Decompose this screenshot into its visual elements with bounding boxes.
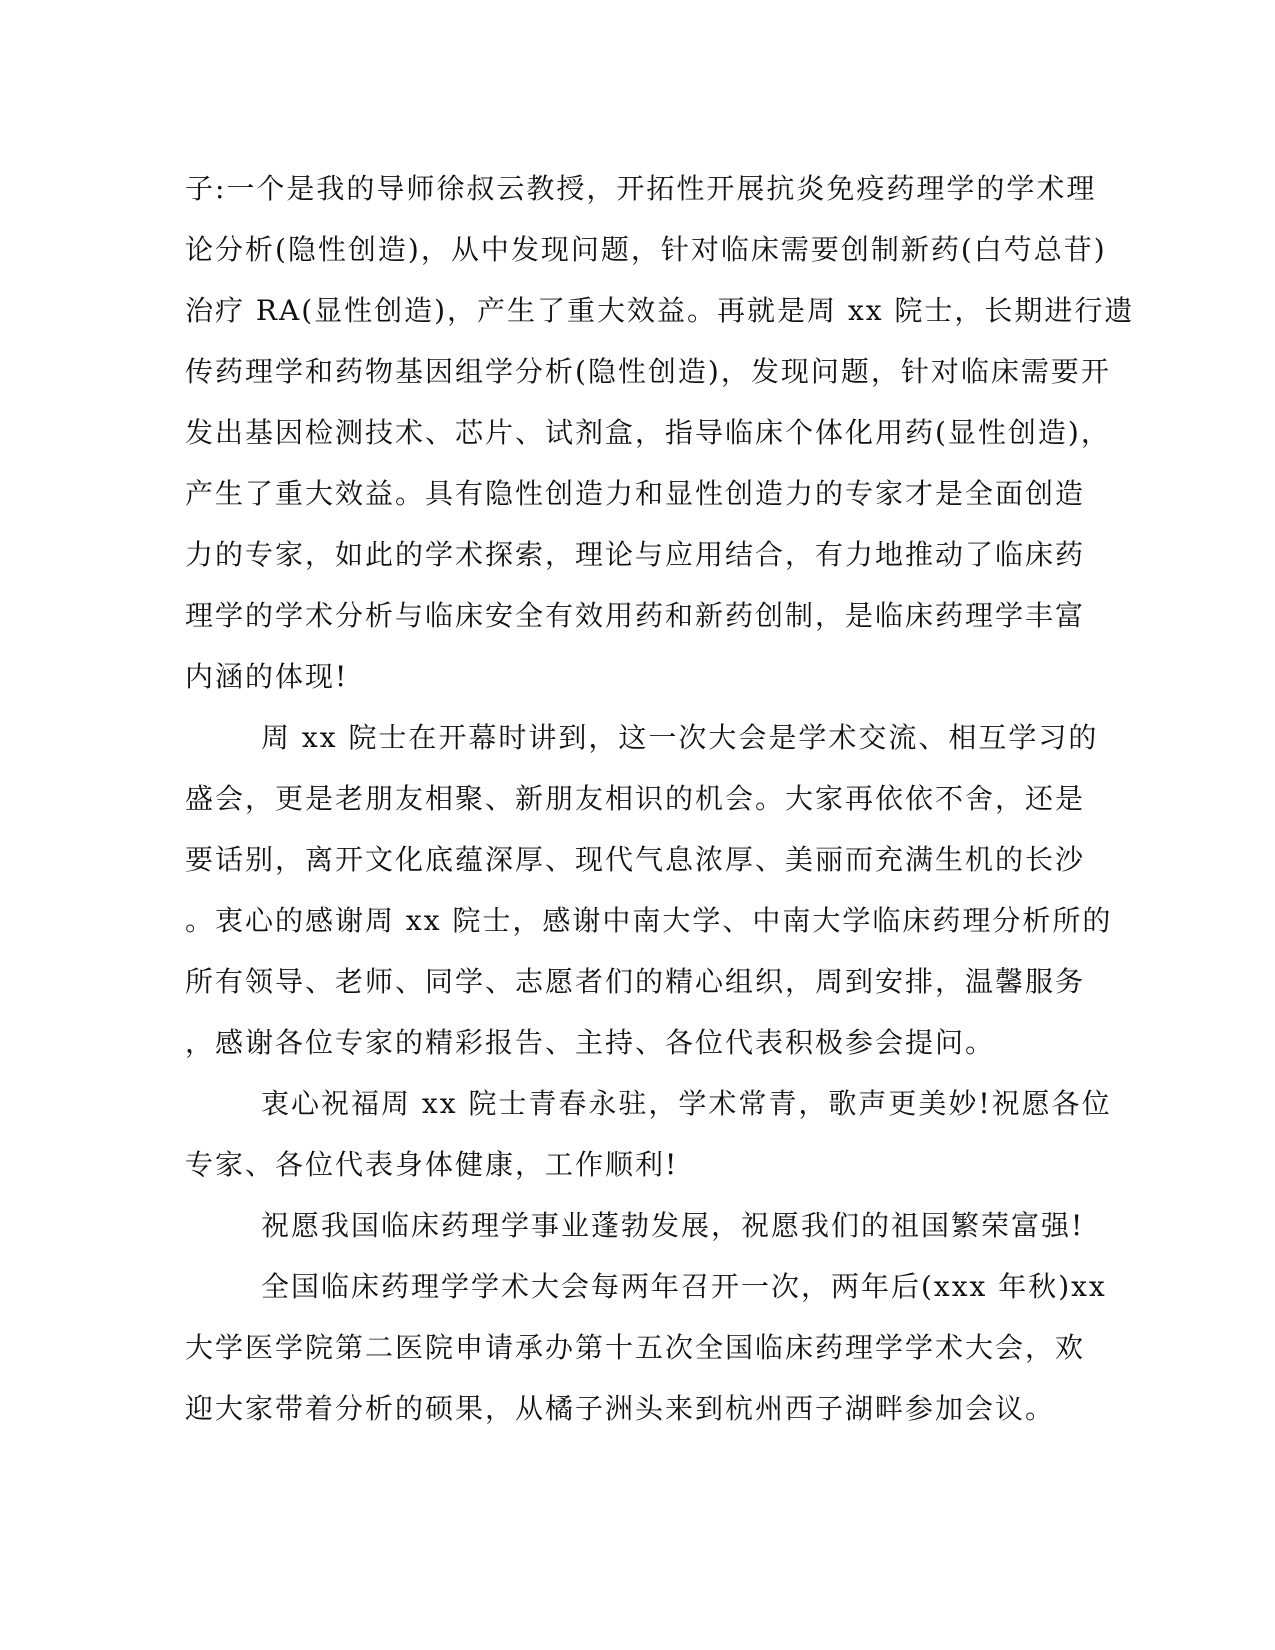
text-line: 治疗 RA(显性创造)，产生了重大效益。再就是周 xx 院士，长期进行遗 [185, 294, 1135, 327]
paragraph-2 [185, 707, 1113, 1073]
text-line: 周 xx 院士在开幕时讲到，这一次大会是学术交流、相互学习的 [261, 721, 1099, 754]
text-line: 力的专家，如此的学术探索，理论与应用结合，有力地推动了临床药 [185, 538, 1086, 571]
paragraph-1 [185, 158, 1135, 707]
paragraph-4 [185, 1195, 1085, 1256]
text-line: ，感谢各位专家的精彩报告、主持、各位代表积极参会提问。 [185, 1026, 996, 1059]
paragraph-3 [185, 1073, 1112, 1195]
text-line: 要话别，离开文化底蕴深厚、现代气息浓厚、美丽而充满生机的长沙 [185, 843, 1086, 876]
text-line: 衷心祝福周 xx 院士青春永驻，学术常青，歌声更美妙!祝愿各位 [261, 1087, 1112, 1120]
text-line: 论分析(隐性创造)，从中发现问题，针对临床需要创制新药(白芍总苷) [185, 233, 1107, 266]
text-line: 迎大家带着分析的硕果，从橘子洲头来到杭州西子湖畔参加会议。 [185, 1392, 1056, 1425]
text-line: 发出基因检测技术、芯片、试剂盒，指导临床个体化用药(显性创造)， [185, 416, 1111, 449]
text-line: 子:一个是我的导师徐叔云教授，开拓性开展抗炎免疫药理学的学术理 [185, 172, 1097, 205]
text-line: 专家、各位代表身体健康，工作顺利! [185, 1148, 679, 1181]
paragraph-5 [185, 1256, 1107, 1439]
document-body [185, 158, 1135, 1439]
text-line: 内涵的体现! [185, 660, 349, 693]
text-line: 产生了重大效益。具有隐性创造力和显性创造力的专家才是全面创造 [185, 477, 1086, 510]
text-line: 全国临床药理学学术大会每两年召开一次，两年后(xxx 年秋)xx [261, 1270, 1107, 1303]
text-line: 大学医学院第二医院申请承办第十五次全国临床药理学学术大会，欢 [185, 1331, 1086, 1364]
text-line: 。衷心的感谢周 xx 院士，感谢中南大学、中南大学临床药理分析所的 [185, 904, 1113, 937]
text-line: 所有领导、老师、同学、志愿者们的精心组织，周到安排，温馨服务 [185, 965, 1086, 998]
text-line: 传药理学和药物基因组学分析(隐性创造)，发现问题，针对临床需要开 [185, 355, 1111, 388]
text-line: 祝愿我国临床药理学事业蓬勃发展，祝愿我们的祖国繁荣富强! [261, 1209, 1085, 1242]
text-line: 盛会，更是老朋友相聚、新朋友相识的机会。大家再依依不舍，还是 [185, 782, 1086, 815]
text-line: 理学的学术分析与临床安全有效用药和新药创制，是临床药理学丰富 [185, 599, 1086, 632]
